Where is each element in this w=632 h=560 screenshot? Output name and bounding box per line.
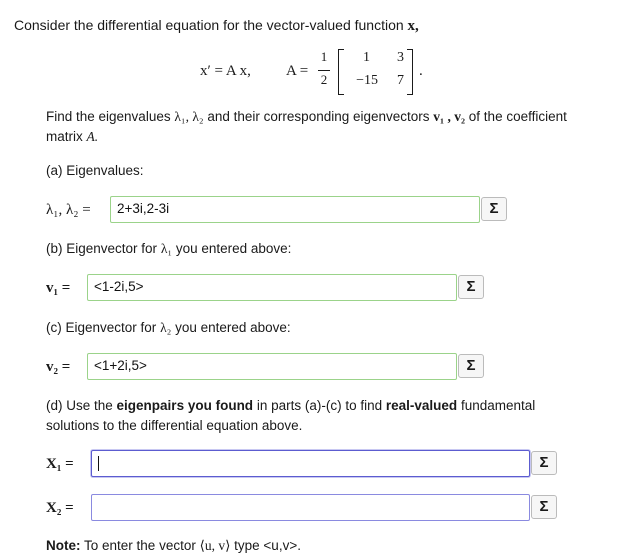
- matrix-cell: 1: [363, 50, 370, 65]
- eigenvalues-input[interactable]: 2+3i,2-3i: [110, 196, 480, 223]
- fraction-bar: [318, 70, 330, 71]
- equation-display: [200, 48, 440, 94]
- matrix-right-bracket: [407, 49, 413, 95]
- sigma-icon[interactable]: Σ: [458, 275, 484, 299]
- matrix-cell: 3: [397, 50, 404, 65]
- v1-lhs: v₁ =: [46, 280, 71, 296]
- sigma-icon[interactable]: Σ: [481, 197, 507, 221]
- eigenvector-1-input[interactable]: <1-2i,5>: [87, 274, 457, 301]
- v2-lhs: v₂ =: [46, 359, 71, 375]
- part-d-instructions: (d) Use the eigenpairs you found in parts (a)-(c) to find real-valued fundamental solutions to the differential equation above.: [46, 398, 536, 433]
- matrix-label: A =: [286, 63, 309, 79]
- fraction-numerator: 1: [320, 49, 328, 64]
- note: Note: To enter the vector ⟨u, v⟩ type <u,v>.: [46, 538, 301, 553]
- part-b-label: (b) Eigenvector for λ₁ you entered above:: [46, 241, 292, 256]
- solution-x1-input[interactable]: [91, 450, 530, 477]
- matrix-cell: −15: [356, 73, 378, 88]
- matrix-cell: 7: [397, 73, 404, 88]
- equation-period: .: [419, 63, 423, 79]
- fraction-denominator: 2: [320, 72, 328, 87]
- eigenvector-2-input[interactable]: <1+2i,5>: [87, 353, 457, 380]
- sigma-icon[interactable]: Σ: [531, 495, 557, 519]
- eigenvalues-lhs: λ₁, λ₂ =: [46, 202, 91, 218]
- sigma-icon[interactable]: Σ: [458, 354, 484, 378]
- equation-lhs: x′ = A x,: [200, 63, 251, 79]
- part-a-label: (a) Eigenvalues:: [46, 163, 144, 178]
- text-cursor: [98, 456, 99, 471]
- problem-intro: Consider the differential equation for the vector-valued function x,: [14, 17, 419, 34]
- instructions: Find the eigenvalues λ₁, λ₂ and their corresponding eigenvectors v₁ , v₂ of the coefficient matrix A.: [46, 109, 567, 144]
- solution-x2-input[interactable]: [91, 494, 530, 521]
- x1-lhs: X₁ =: [46, 456, 74, 472]
- part-c-label: (c) Eigenvector for λ₂ you entered above:: [46, 320, 291, 335]
- sigma-icon[interactable]: Σ: [531, 451, 557, 475]
- intro-variable: x,: [407, 18, 419, 34]
- x2-lhs: X₂ =: [46, 500, 74, 516]
